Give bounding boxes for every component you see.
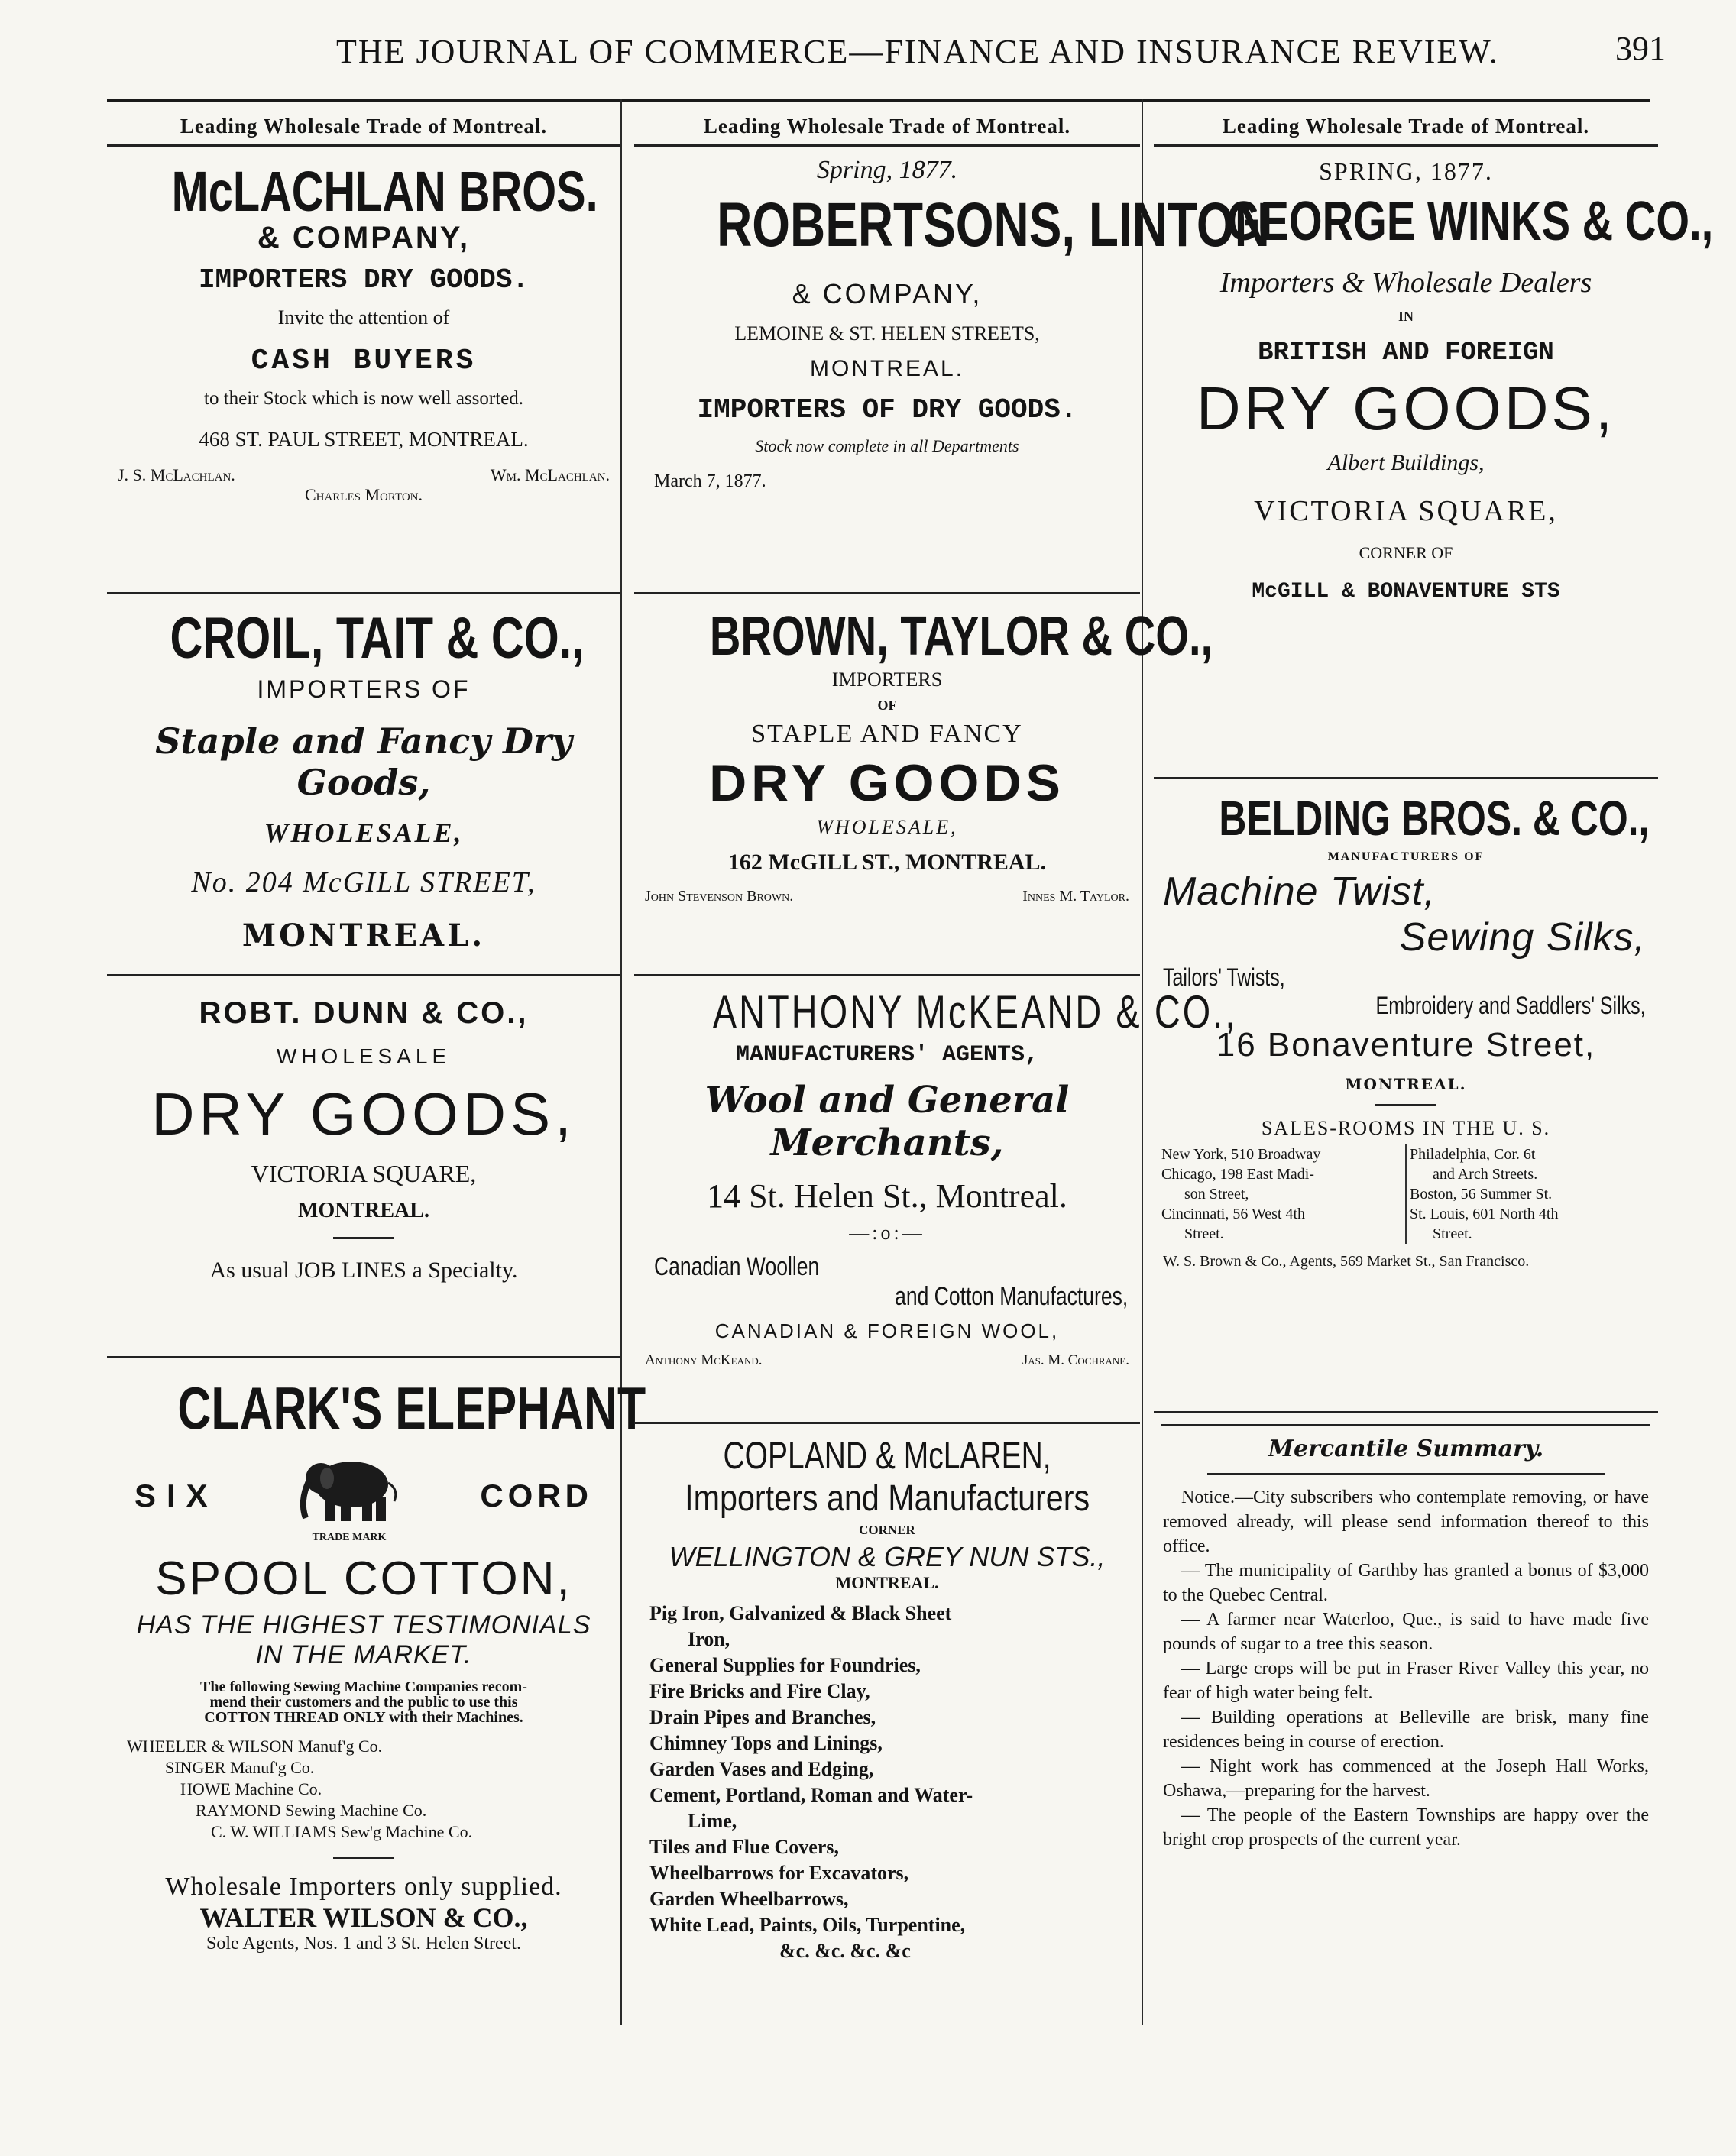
mclachlan-partner-right: Wm. McLachlan.	[490, 465, 610, 484]
journal-title: THE JOURNAL OF COMMERCE—FINANCE AND INSURANCE REVIEW.	[336, 33, 1499, 70]
belding-line2: Machine Twist,	[1163, 869, 1436, 914]
copland-item-3: General Supplies for Foundries,	[649, 1654, 921, 1676]
copland-line3: WELLINGTON & GREY NUN STS.,	[669, 1541, 1106, 1572]
croil-line3: WHOLESALE,	[264, 817, 464, 848]
robertsons-company: & COMPANY,	[792, 278, 983, 309]
clark-blurb-line2: mend their customers and the public to use this	[209, 1694, 518, 1711]
section-title: Leading Wholesale Trade of Montreal.	[634, 107, 1140, 147]
mckeand-partner-right: Jas. M. Cochrane.	[1022, 1352, 1129, 1368]
ad-robertsons	[634, 147, 1270, 594]
clark-six: SIX	[134, 1478, 219, 1513]
ad-winks	[1154, 147, 1714, 779]
summary-paragraph-4: — Large crops will be put in Fraser River Valley this year, no fear of high water being felt.	[1163, 1659, 1649, 1703]
belding-agents: W. S. Brown & Co., Agents, 569 Market St., San Francisco.	[1163, 1253, 1530, 1270]
mckeand-divider: —:o:—	[849, 1222, 925, 1244]
croil-line1: IMPORTERS OF	[257, 675, 471, 703]
mclachlan-line4: to their Stock which is now well assorted.	[204, 388, 523, 409]
clark-company-3: HOWE Machine Co.	[180, 1779, 322, 1798]
sales-right-5: Street.	[1433, 1225, 1472, 1242]
summary-body	[1154, 1485, 1658, 1852]
copland-items	[639, 1601, 1135, 1964]
section-title: Leading Wholesale Trade of Montreal.	[1154, 107, 1658, 147]
copland-line2: CORNER	[859, 1523, 915, 1537]
summary-paragraph-1: Notice.—City subscribers who contemplate removing, or have removed already, will please send information thereof to this office.	[1163, 1488, 1649, 1556]
summary-paragraph-6: — Night work has commenced at the Joseph Hall Works, Oshawa,—preparing for the harvest.	[1163, 1756, 1649, 1801]
mckeand-name: ANTHONY McKEAND & CO.,	[712, 986, 1238, 1038]
running-head	[107, 26, 1666, 79]
clark-trademark-row	[112, 1448, 616, 1544]
clark-product: SPOOL COTTON,	[155, 1552, 572, 1605]
brown-line3: STAPLE AND FANCY	[751, 720, 1023, 748]
sales-left-4: Cincinnati, 56 West 4th	[1161, 1206, 1306, 1222]
copland-name: COPLAND & McLAREN,	[723, 1434, 1051, 1477]
robertsons-address: LEMOINE & ST. HELEN STREETS,	[734, 322, 1040, 345]
mercantile-summary	[1154, 1413, 1658, 1852]
winks-line7: McGILL & BONAVENTURE STS	[1252, 580, 1560, 604]
copland-item-6: Chimney Tops and Linings,	[649, 1732, 883, 1754]
mclachlan-address: 468 ST. PAUL STREET, MONTREAL.	[199, 428, 529, 451]
clark-claim2: IN THE MARKET.	[255, 1640, 472, 1669]
summary-paragraph-5: — Building operations at Belleville are brisk, many fine residences being in course of erection.	[1163, 1708, 1649, 1752]
belding-city: MONTREAL.	[1345, 1075, 1467, 1093]
clark-name: CLARK'S ELEPHANT	[177, 1374, 646, 1442]
clark-cord: CORD	[480, 1478, 593, 1513]
clark-companies	[112, 1736, 616, 1843]
ad-dunn	[107, 976, 620, 1358]
mckeand-partners	[639, 1352, 1135, 1369]
ad-clark	[107, 1358, 646, 1970]
summary-paragraph-7: — The people of the Eastern Townships are happy over the bright crop prospects of the current year.	[1163, 1805, 1649, 1850]
brown-line4: DRY GOODS	[709, 754, 1065, 812]
mckeand-line3	[639, 1252, 1135, 1282]
clark-company-1: WHEELER & WILSON Manuf'g Co.	[127, 1737, 383, 1756]
belding-divider	[1375, 1104, 1436, 1106]
dunn-city: MONTREAL.	[298, 1199, 429, 1222]
copland-item-4: Fire Bricks and Fire Clay,	[649, 1680, 870, 1702]
column-rule-1	[620, 99, 622, 2025]
ad-belding	[1154, 779, 1658, 1413]
winks-name: GEORGE WINKS & CO.,	[1226, 191, 1714, 252]
copland-item-7: Garden Vases and Edging,	[649, 1758, 874, 1780]
sales-right-2: and Arch Streets.	[1433, 1166, 1538, 1183]
copland-item-13: White Lead, Paints, Oils, Turpentine,	[649, 1914, 966, 1936]
mckeand-line4	[639, 1282, 1135, 1312]
belding-line5-text: Embroidery and Saddlers' Silks,	[1376, 992, 1646, 1019]
dunn-line1: WHOLESALE	[276, 1044, 452, 1068]
summary-paragraph-2: — The municipality of Garthby has granted a bonus of $3,000 to the Quebec Central.	[1163, 1561, 1649, 1605]
clark-blurb-line3: COTTON THREAD ONLY with their Machines.	[204, 1709, 523, 1726]
croil-name: CROIL, TAIT & CO.,	[170, 606, 585, 671]
brown-partner-left: John Stevenson Brown.	[645, 888, 794, 905]
robertsons-city: MONTREAL.	[809, 356, 965, 381]
robertsons-season: Spring, 1877.	[816, 156, 958, 184]
mclachlan-partner-left: J. S. McLachlan.	[118, 465, 235, 484]
copland-item-11: Wheelbarrows for Excavators,	[649, 1862, 909, 1884]
clark-blurb-line1: The following Sewing Machine Companies recom-	[200, 1679, 527, 1695]
clark-footer1: Wholesale Importers only supplied.	[165, 1873, 562, 1901]
copland-item-14: &c. &c. &c. &c	[779, 1940, 911, 1962]
copland-item-12: Garden Wheelbarrows,	[649, 1888, 849, 1910]
mckeand-line4-text: and Cotton Manufactures,	[894, 1282, 1128, 1311]
winks-address: VICTORIA SQUARE,	[1254, 495, 1558, 527]
mclachlan-partner-bottom: Charles Morton.	[304, 485, 423, 504]
page-number: 391	[1615, 30, 1666, 67]
brown-line1: IMPORTERS	[831, 668, 943, 691]
elephant-icon	[292, 1448, 406, 1532]
mclachlan-line2: Invite the attention of	[277, 306, 450, 329]
brown-line5: WHOLESALE,	[816, 816, 958, 838]
clark-footer2: WALTER WILSON & CO.,	[199, 1902, 528, 1933]
clark-company-2: SINGER Manuf'g Co.	[165, 1758, 315, 1777]
belding-line5	[1158, 992, 1653, 1020]
dunn-note: As usual JOB LINES a Specialty.	[209, 1258, 518, 1283]
mckeand-line5: CANADIAN & FOREIGN WOOL,	[714, 1319, 1060, 1342]
clark-company-4: RAYMOND Sewing Machine Co.	[196, 1801, 427, 1820]
ad-mclachlan	[107, 147, 620, 594]
belding-line4-text: Tailors' Twists,	[1163, 963, 1285, 991]
robertsons-name: ROBERTSONS, LINTON	[717, 190, 1270, 260]
croil-city: MONTREAL.	[241, 918, 486, 953]
brown-address: 162 McGILL ST., MONTREAL.	[727, 850, 1047, 875]
sales-right-3: Boston, 56 Summer St.	[1410, 1186, 1553, 1203]
winks-line1: Importers & Wholesale Dealers	[1219, 267, 1592, 299]
copland-line1: Importers and Manufacturers	[684, 1478, 1090, 1519]
croil-address: No. 204 McGILL STREET,	[191, 866, 536, 898]
brown-partners	[639, 888, 1135, 905]
copland-item-9: Lime,	[688, 1810, 737, 1832]
summary-paragraph-3: — A farmer near Waterloo, Que., is said to have made five pounds of sugar to a tree this season.	[1163, 1610, 1649, 1654]
clark-blurb	[112, 1679, 616, 1725]
croil-line2: Staple and Fancy Dry Goods,	[155, 720, 572, 803]
mckeand-line3-text: Canadian Woollen	[654, 1252, 820, 1281]
clark-footer3: Sole Agents, Nos. 1 and 3 St. Helen Street.	[206, 1934, 521, 1954]
belding-line3: Sewing Silks,	[1399, 915, 1646, 960]
clark-claim1: HAS THE HIGHEST TESTIMONIALS	[136, 1611, 591, 1640]
belding-line4	[1158, 963, 1653, 992]
summary-rule	[1207, 1473, 1605, 1475]
mckeand-partner-left: Anthony McKeand.	[645, 1352, 763, 1368]
sales-left-2: Chicago, 198 East Madi-	[1161, 1166, 1314, 1183]
mclachlan-company: & COMPANY,	[257, 221, 471, 254]
robertsons-line2: Stock now complete in all Departments	[755, 436, 1019, 455]
copland-item-2: Iron,	[688, 1628, 730, 1650]
sales-left-1: New York, 510 Broadway	[1161, 1146, 1321, 1163]
dunn-address: VICTORIA SQUARE,	[251, 1160, 477, 1187]
dunn-divider	[333, 1237, 394, 1239]
column-3	[1154, 107, 1714, 2017]
column-rule-2	[1142, 99, 1143, 2025]
belding-name: BELDING BROS. & CO.,	[1219, 791, 1650, 846]
winks-line4: DRY GOODS,	[1196, 374, 1616, 442]
winks-season: SPRING, 1877.	[1319, 157, 1493, 185]
winks-line5: Albert Buildings,	[1327, 450, 1485, 475]
winks-line6: CORNER OF	[1359, 543, 1453, 562]
winks-line3: BRITISH AND FOREIGN	[1258, 338, 1554, 367]
dunn-name: ROBT. DUNN & CO.,	[199, 996, 529, 1030]
brown-name: BROWN, TAYLOR & CO.,	[709, 606, 1213, 667]
clark-company-5: C. W. WILLIAMS Sew'g Machine Co.	[211, 1822, 473, 1841]
belding-sales-left	[1158, 1144, 1407, 1244]
ad-croil	[107, 594, 620, 976]
winks-line2: IN	[1398, 309, 1414, 324]
brown-partner-right: Innes M. Taylor.	[1022, 888, 1129, 905]
copland-item-5: Drain Pipes and Branches,	[649, 1706, 876, 1728]
sales-right-1: Philadelphia, Cor. 6t	[1410, 1146, 1536, 1163]
elephant-trademark	[292, 1448, 406, 1544]
robertsons-line1: IMPORTERS OF DRY GOODS.	[697, 394, 1077, 426]
belding-sales-right	[1407, 1144, 1653, 1244]
clark-trademark-label: TRADE MARK	[312, 1532, 387, 1543]
sales-right-4: St. Louis, 601 North 4th	[1410, 1206, 1559, 1222]
mclachlan-line1: IMPORTERS DRY GOODS.	[198, 264, 530, 296]
belding-sales-grid	[1158, 1144, 1653, 1244]
section-title: Leading Wholesale Trade of Montreal.	[107, 107, 620, 147]
mclachlan-line3: CASH BUYERS	[251, 345, 477, 377]
mclachlan-partners	[112, 465, 616, 485]
clark-divider	[333, 1857, 394, 1859]
ad-brown	[634, 594, 1213, 976]
robertsons-date: March 7, 1877.	[654, 471, 766, 491]
dunn-line2: DRY GOODS,	[151, 1080, 576, 1148]
ad-copland	[634, 1424, 1140, 2020]
brown-line2: OF	[877, 698, 897, 713]
belding-sales-title: SALES-ROOMS IN THE U. S.	[1261, 1117, 1551, 1139]
copland-city: MONTREAL.	[835, 1573, 939, 1592]
copland-item-1: Pig Iron, Galvanized & Black Sheet	[649, 1602, 952, 1624]
sales-left-5: Street.	[1184, 1225, 1224, 1242]
belding-address: 16 Bonaventure Street,	[1216, 1026, 1596, 1063]
copland-item-10: Tiles and Flue Covers,	[649, 1836, 839, 1858]
top-rule	[107, 99, 1650, 102]
mckeand-address: 14 St. Helen St., Montreal.	[707, 1177, 1067, 1215]
mclachlan-name: McLACHLAN BROS.	[171, 160, 598, 223]
column-1	[107, 107, 646, 2017]
mckeand-line1: MANUFACTURERS' AGENTS,	[735, 1042, 1039, 1068]
belding-line1: MANUFACTURERS OF	[1327, 850, 1485, 863]
copland-item-8: Cement, Portland, Roman and Water-	[649, 1784, 973, 1806]
summary-title: Mercantile Summary.	[1161, 1424, 1650, 1462]
sales-left-3: son Street,	[1184, 1186, 1249, 1203]
mckeand-line2: Wool and General Merchants,	[704, 1079, 1070, 1164]
